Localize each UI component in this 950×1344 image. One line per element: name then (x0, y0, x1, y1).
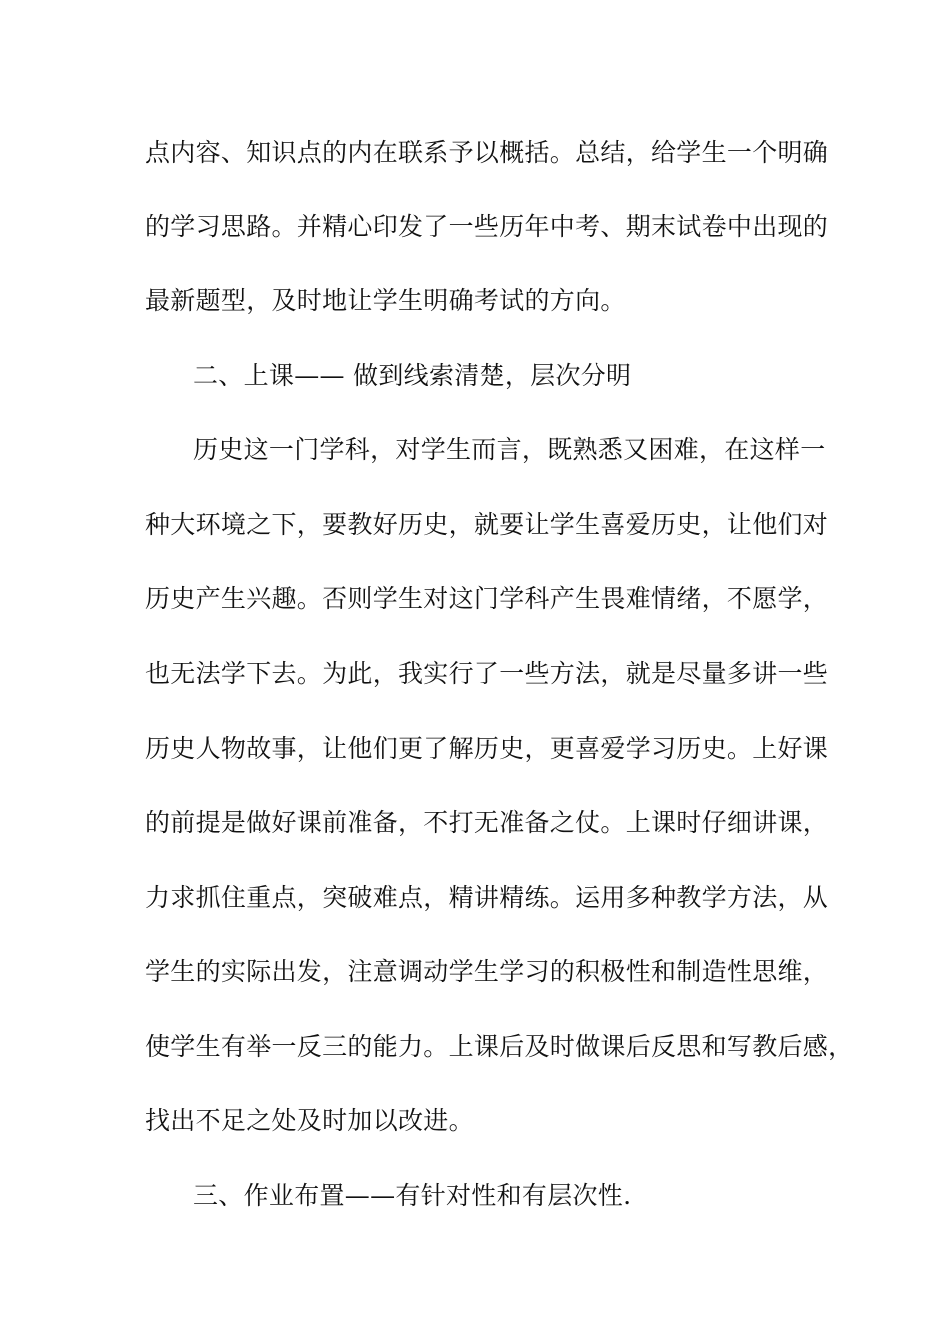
paragraph-line: 也无法学下去。为此，我实行了一些方法，就是尽量多讲一些 (145, 659, 829, 688)
section-heading: 二、上课—— 做到线索清楚，层次分明 (193, 361, 632, 390)
paragraph-line: 力求抓住重点，突破难点，精讲精练。运用多种教学方法，从 (145, 883, 829, 912)
paragraph-line: 最新题型，及时地让学生明确考试的方向。 (145, 286, 626, 315)
paragraph-line: 的学习思路。并精心印发了一些历年中考、期末试卷中出现的 (145, 212, 829, 241)
paragraph-line: 的前提是做好课前准备，不打无准备之仗。上课时仔细讲课， (145, 808, 829, 837)
paragraph-line: 种大环境之下，要教好历史，就要让学生喜爱历史，让他们对 (145, 510, 829, 539)
paragraph-line: 学生的实际出发，注意调动学生学习的积极性和制造性思维， (145, 957, 829, 986)
section-heading: 三、作业布置——有针对性和有层次性. (193, 1181, 632, 1210)
paragraph-line: 点内容、知识点的内在联系予以概括。总结，给学生一个明确 (145, 138, 829, 167)
paragraph-line: 历史这一门学科，对学生而言，既熟悉又困难，在这样一 (193, 435, 826, 464)
paragraph-line: 历史产生兴趣。否则学生对这门学科产生畏难情绪，不愿学， (145, 584, 829, 613)
paragraph-line: 使学生有举一反三的能力。上课后及时做课后反思和写教后感， (145, 1032, 854, 1061)
paragraph-line: 找出不足之处及时加以改进。 (145, 1106, 474, 1135)
paragraph-line: 历史人物故事，让他们更了解历史，更喜爱学习历史。上好课 (145, 734, 829, 763)
